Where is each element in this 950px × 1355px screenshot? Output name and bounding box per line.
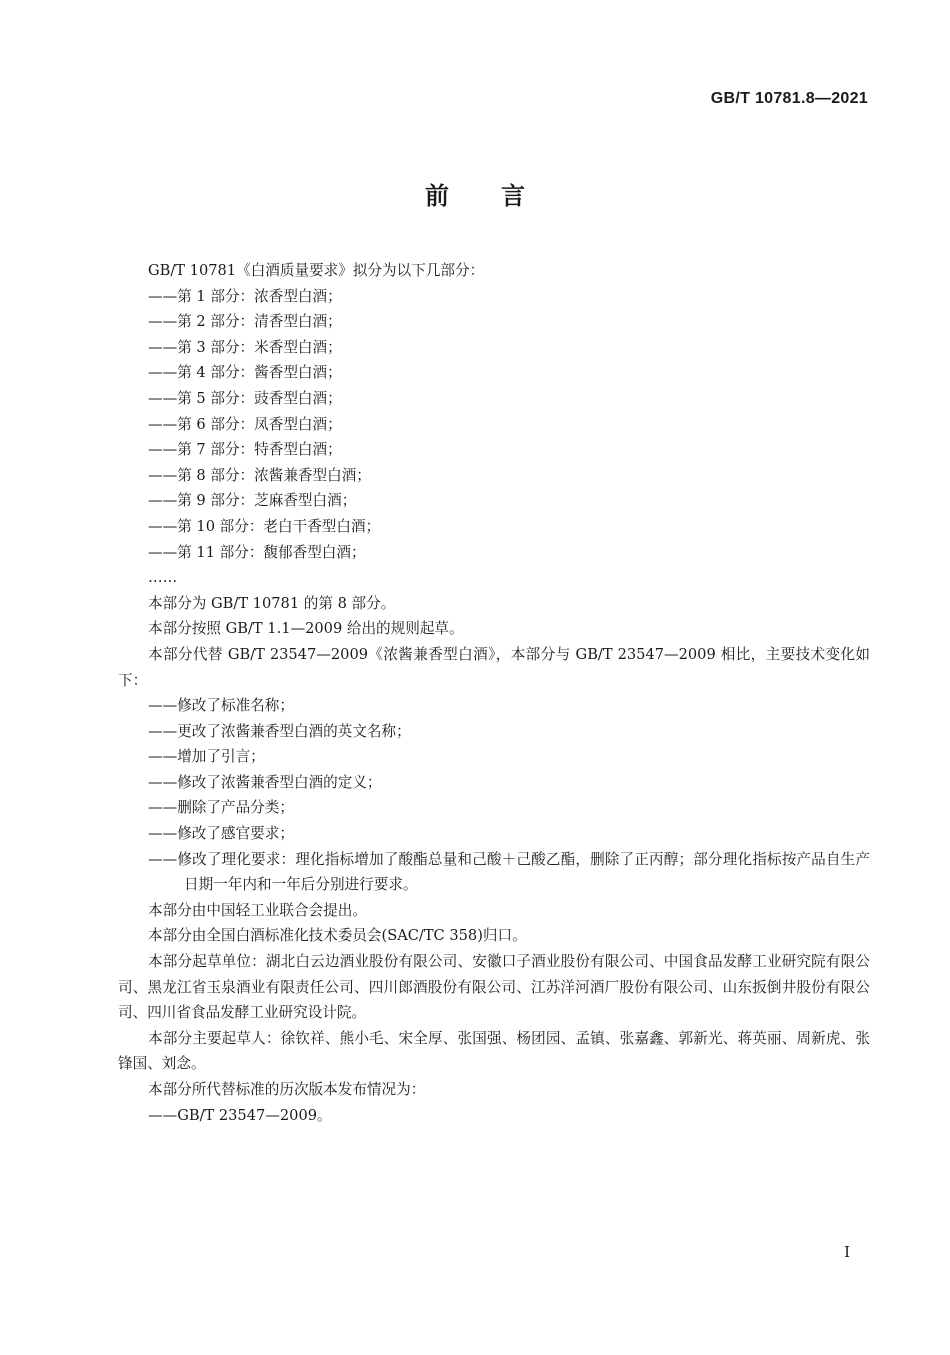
list-item: ——删除了产品分类；: [148, 799, 294, 817]
list-item: ——第 11 部分：馥郁香型白酒；: [148, 543, 366, 561]
changes-list: [118, 693, 870, 898]
drafting-units-paragraph: 本部分起草单位：湖北白云边酒业股份有限公司、安徽口子酒业股份有限公司、中国食品发酵工业研究院有限公司、黑龙江省玉泉酒业有限责任公司、四川郎酒股份有限公司、江苏洋河酒厂股份有限公司、山东扳倒井股份有限公司、四川省食品发酵工业研究设计院。: [118, 953, 870, 1022]
list-item: ——第 9 部分：芝麻香型白酒；: [148, 492, 357, 510]
list-item: ——第 4 部分：酱香型白酒；: [148, 364, 342, 382]
proposed-paragraph: 本部分由中国轻工业联合会提出。: [148, 901, 367, 919]
centralized-paragraph: 本部分由全国白酒标准化技术委员会(SAC/TC 358)归口。: [148, 927, 527, 945]
list-item: ——修改了理化要求：理化指标增加了酸酯总量和己酸＋己酸乙酯，删除了正丙醇；部分理化指标按产品自生产日期一年内和一年后分别进行要求。: [148, 850, 870, 894]
intro-paragraph: GB/T 10781《白酒质量要求》拟分为以下几部分：: [148, 262, 485, 279]
replace-paragraph: [118, 642, 870, 693]
list-item: ——第 2 部分：清香型白酒；: [148, 313, 342, 331]
list-item: ——增加了引言；: [148, 748, 265, 766]
list-item: ——第 1 部分：浓香型白酒；: [148, 287, 342, 305]
page-number: I: [844, 1243, 850, 1261]
list-item: ——第 7 部分：特香型白酒；: [148, 441, 342, 459]
list-item: ——修改了浓酱兼香型白酒的定义；: [148, 773, 382, 791]
list-item: ——第 6 部分：凤香型白酒；: [148, 415, 342, 433]
list-item: ——第 5 部分：豉香型白酒；: [148, 389, 342, 407]
replace-text: 本部分代替 GB/T 23547—2009《浓酱兼香型白酒》，本部分与 GB/T 23547—2009 相比，主要技术变化如下：: [118, 645, 870, 689]
list-item: ——第 8 部分：浓酱兼香型白酒；: [148, 466, 371, 484]
list-item: ——GB/T 23547—2009。: [148, 1106, 332, 1124]
list-item: ——第 3 部分：米香型白酒；: [148, 338, 342, 356]
list-item: ——第 10 部分：老白干香型白酒；: [148, 517, 381, 535]
part-of-paragraph: 本部分为 GB/T 10781 的第 8 部分。: [148, 594, 396, 612]
history-paragraph: 本部分所代替标准的历次版本发布情况为：: [148, 1081, 426, 1098]
ellipsis: ……: [148, 569, 178, 587]
list-item: ——修改了感官要求；: [148, 825, 294, 843]
standard-code: GB/T 10781.8—2021: [710, 90, 868, 107]
foreword-body: [118, 258, 870, 1128]
drafters-paragraph: 本部分主要起草人：徐钦祥、熊小毛、宋全厚、张国强、杨团园、孟镇、张嘉鑫、郭新光、蒋英丽、周新虎、张锋国、刘念。: [118, 1029, 870, 1073]
rules-paragraph: 本部分按照 GB/T 1.1—2009 给出的规则起草。: [148, 620, 464, 638]
parts-list: [118, 284, 870, 566]
list-item: ——更改了浓酱兼香型白酒的英文名称；: [148, 722, 411, 740]
list-item: ——修改了标准名称；: [148, 697, 294, 715]
page-title: 前言: [425, 181, 577, 210]
